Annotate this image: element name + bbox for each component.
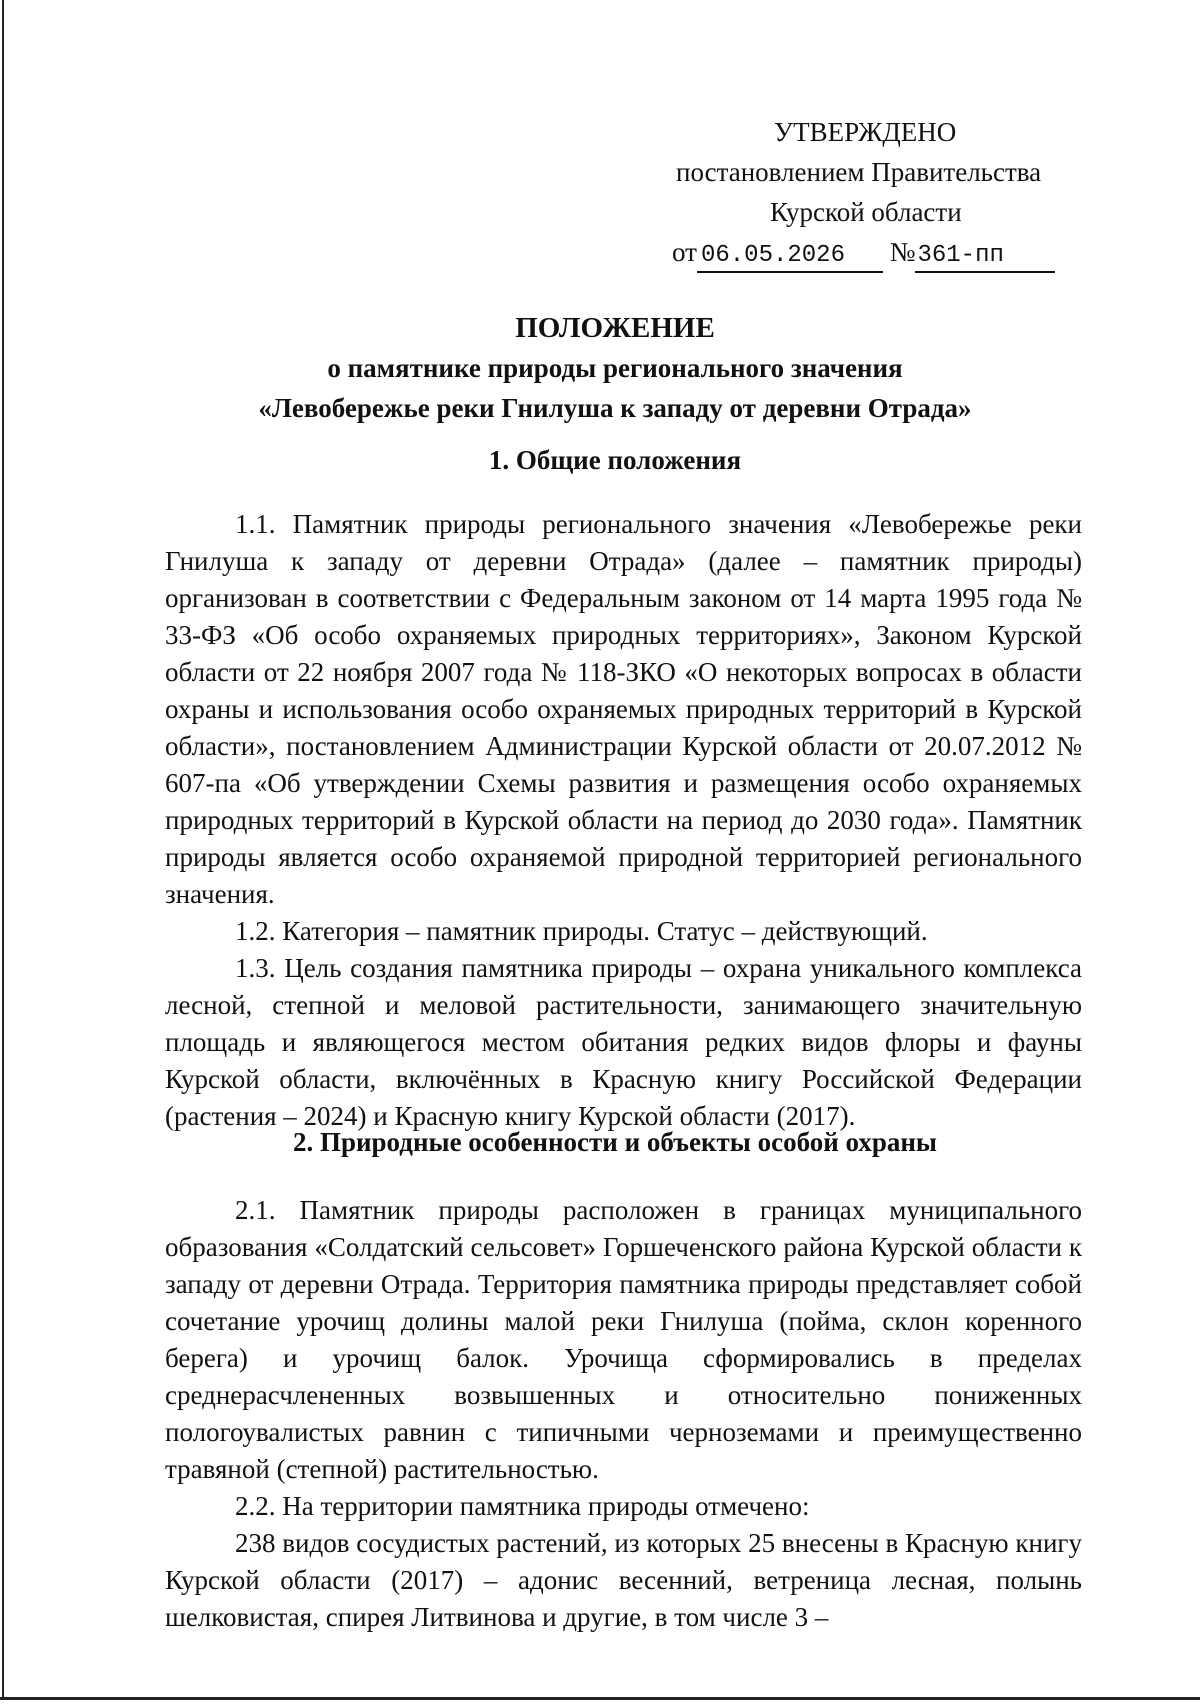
section-2-heading: 2. Природные особенности и объекты особой охраны: [292, 1127, 938, 1157]
approval-line-resolution: постановлением Правительства: [676, 157, 1042, 187]
approval-number: 361-пп: [915, 241, 1055, 273]
document-title: ПОЛОЖЕНИЕ: [515, 312, 715, 344]
document-subtitle-2: «Левобережье реки Гнилуша к западу от деревни Отрада»: [258, 393, 972, 423]
paragraph-1-3: 1.3. Цель создания памятника природы – охрана уникального комплекса лесной, степной и меловой растительности, занимающего значительную площадь и являющегося местом обитания редких видов флоры и фауны Курской области, включённых в Красную книгу Российской Федерации (растения – 2024) и Красную книгу Курской области (2017).: [165, 953, 1082, 1131]
paragraph-2-1: 2.1. Памятник природы расположен в границах муниципального образования «Солдатский сельсовет» Горшеченского района Курской области к западу от деревни Отрада. Территория памятника природы представляет собой сочетание урочищ долины малой реки Гнилуша (пойма, склон коренного берега) и урочищ балок. Урочища сформировались в пределах среднерасчлененных возвышенных и относительно пониженных пологоувалистых равнин с типичными черноземами и преимущественно травяной (степной) растительностью.: [165, 1195, 1082, 1484]
paragraph-2-2: 2.2. На территории памятника природы отмечено:: [235, 1491, 810, 1521]
paragraph-2-3: 238 видов сосудистых растений, из которых 25 внесены в Красную книгу Курской области (2017) – адонис весенний, ветреница лесная, полынь шелковистая, спирея Литвинова и другие, в том числе 3 –: [165, 1528, 1082, 1632]
document-title-block: [150, 308, 1080, 428]
scan-bottom-border: [0, 1697, 1200, 1700]
approval-heading: УТВЕРЖДЕНО: [774, 117, 957, 147]
approval-line-region: Курской области: [770, 197, 962, 227]
section-1-heading: 1. Общие положения: [488, 445, 742, 475]
paragraph-1-1: 1.1. Памятник природы регионального значения «Левобережье реки Гнилуша к западу от деревни Отрада» (далее – памятник природы) организован в соответствии с Федеральным законом от 14 марта 1995 года № 33-ФЗ «Об особо охраняемых природных территориях», Законом Курской области от 22 ноября 2007 года № 118-ЗКО «О некоторых вопросах в области охраны и использования особо охраняемых природных территорий в Курской области», постановлением Администрации Курской области от 20.07.2012 № 607-па «Об утверждении Схемы развития и размещения особо охраняемых природных территорий в Курской области на период до 2030 года». Памятник природы является особо охраняемой природной территорией регионального значения.: [165, 509, 1082, 909]
number-prefix: №: [889, 237, 916, 267]
section-2-body: [165, 1192, 1082, 1636]
date-prefix: от: [672, 237, 697, 267]
scan-left-border: [2, 0, 4, 1700]
approval-stamp: [640, 112, 1080, 273]
document-subtitle-1: о памятнике природы регионального значения: [327, 353, 903, 383]
section-1-body: [165, 506, 1082, 1135]
approval-date: 06.05.2026: [697, 241, 883, 273]
paragraph-1-2: 1.2. Категория – памятник природы. Статус – действующий.: [235, 916, 928, 946]
approval-date-line: [640, 232, 1080, 273]
